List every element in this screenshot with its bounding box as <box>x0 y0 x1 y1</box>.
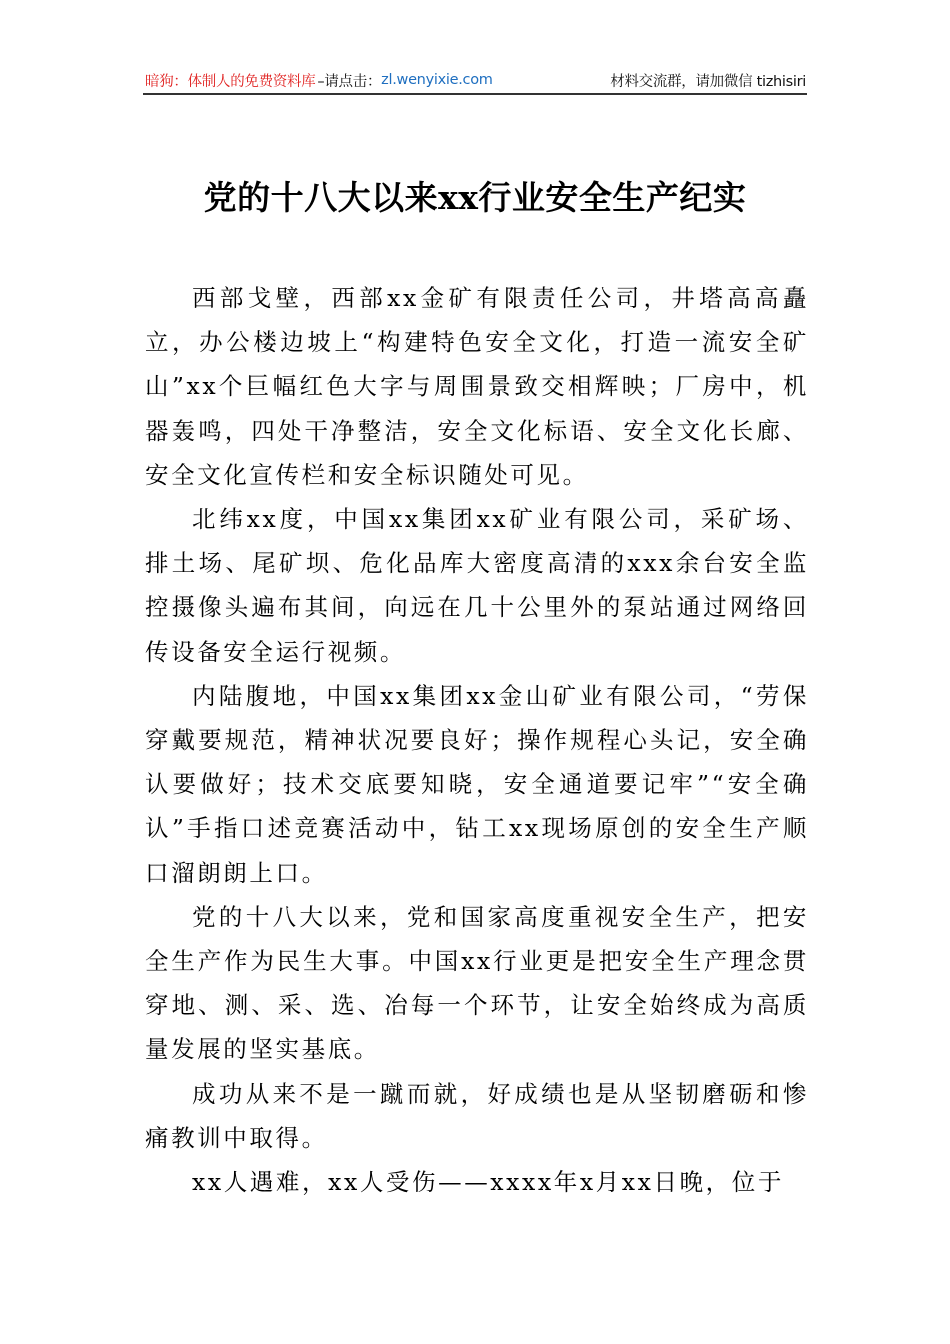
paragraph: 成功从来不是一蹴而就，好成绩也是从坚韧磨砺和惨痛教训中取得。 <box>145 1079 809 1152</box>
document-body <box>145 276 809 1204</box>
document-title: 党的十八大以来xx行业安全生产纪实 <box>203 178 747 217</box>
paragraph: 内陆腹地，中国xx集团xx金山矿业有限公司，“劳保穿戴要规范，精神状况要良好；操作规程心头记，安全确认要做好；技术交底要知晓，安全通道要记牢”“安全确认”手指口述竞赛活动中，钻工xx现场原创的安全生产顺口溜朗朗上口。 <box>145 681 809 887</box>
header-prompt-text: –请点击： <box>317 73 382 90</box>
paragraph: xx人遇难，xx人受伤——xxxx年x月xx日晚，位于 <box>192 1168 784 1197</box>
header-divider <box>143 93 807 95</box>
paragraph: 党的十八大以来，党和国家高度重视安全生产，把安全生产作为民生大事。中国xx行业更是把安全生产理念贯穿地、测、采、选、冶每一个环节，让安全始终成为高质量发展的坚实基底。 <box>145 902 809 1064</box>
watermark-header <box>145 68 806 92</box>
header-contact-text: 材料交流群，请加微信 tizhisiri <box>610 73 806 90</box>
header-site-link[interactable]: zl.wenyixie.com <box>381 72 493 88</box>
header-brand-text: 暗狗：体制人的免费资料库 <box>145 73 316 90</box>
paragraph: 西部戈壁，西部xx金矿有限责任公司，井塔高高矗立，办公楼边坡上“构建特色安全文化，打造一流安全矿山”xx个巨幅红色大字与周围景致交相辉映；厂房中，机器轰鸣，四处干净整洁，安全文化标语、安全文化长廊、安全文化宣传栏和安全标识随处可见。 <box>145 284 809 489</box>
paragraph: 北纬xx度，中国xx集团xx矿业有限公司，采矿场、排土场、尾矿坝、危化品库大密度高清的xxx余台安全监控摄像头遍布其间，向远在几十公里外的泵站通过网络回传设备安全运行视频。 <box>145 505 809 666</box>
header-left-group <box>145 70 493 91</box>
